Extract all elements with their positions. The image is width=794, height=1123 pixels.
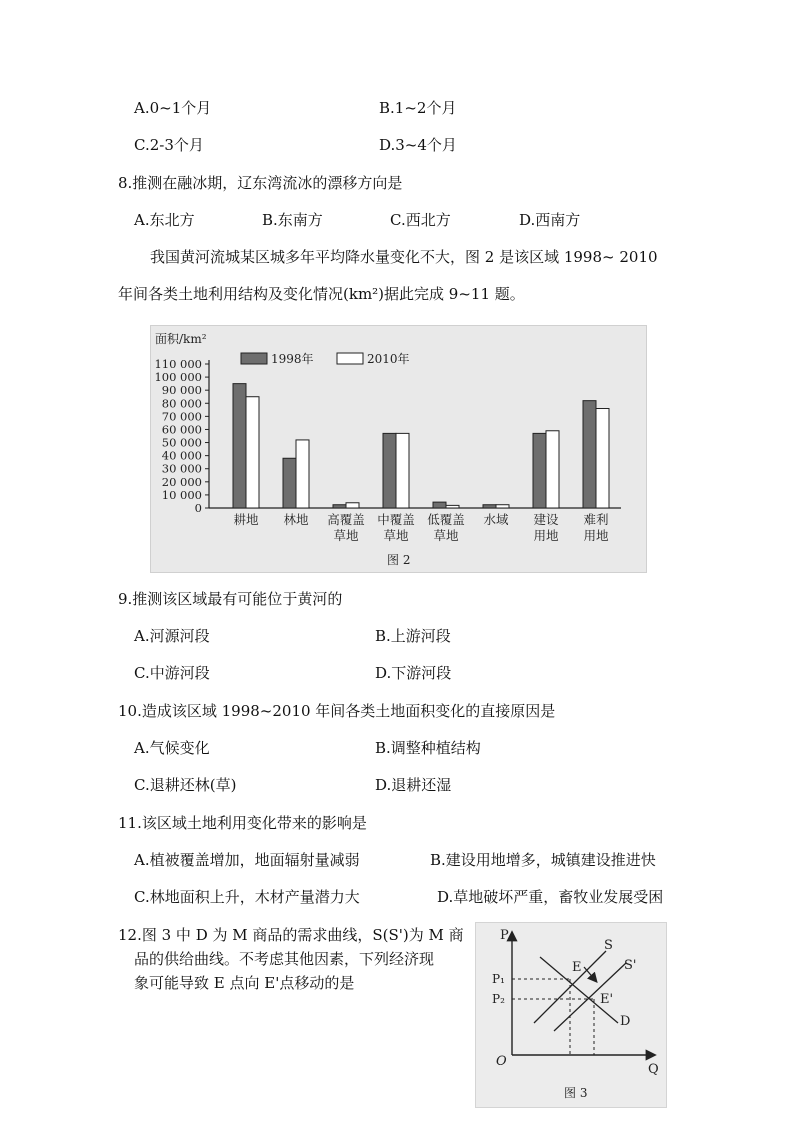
x-category-label: 高覆盖 — [327, 512, 365, 527]
q8-stem: 8.推测在融冰期，辽东湾流冰的漂移方向是 — [118, 174, 403, 192]
bar-1998 — [283, 458, 296, 508]
q7-option-d: D.3~4个月 — [379, 136, 457, 154]
x-category-label: 草地 — [383, 528, 409, 543]
y-tick-label: 20 000 — [161, 474, 202, 489]
bar-2010 — [346, 503, 359, 508]
q12-line-3: 象可能导致 E 点向 E'点移动的是 — [134, 974, 355, 992]
x-category-label: 低覆盖 — [427, 512, 465, 527]
bar-1998 — [583, 401, 596, 508]
x-category-label: 用地 — [583, 528, 609, 543]
bar-2010 — [396, 433, 409, 508]
y-tick-label: 50 000 — [161, 435, 202, 450]
q12-line-2: 品的供给曲线。不考虑其他因素，下列经济现 — [134, 950, 435, 968]
bar-1998 — [383, 433, 396, 508]
q8-option-d: D.西南方 — [519, 211, 581, 229]
y-tick-label: 70 000 — [161, 409, 202, 424]
q7-option-b: B.1~2个月 — [379, 99, 457, 117]
y-tick-label: 110 000 — [154, 357, 202, 371]
q10-option-b: B.调整种植结构 — [375, 739, 481, 757]
x-category-label: 草地 — [333, 528, 359, 543]
x-category-label: 水域 — [483, 512, 509, 527]
x-category-label: 建设 — [533, 512, 559, 527]
bar-2010 — [546, 431, 559, 508]
figure-3 — [475, 922, 667, 1108]
passage-line-1: 我国黄河流城某区城多年平均降水量变化不大，图 2 是该区域 1998~ 2010 — [150, 248, 658, 266]
point-e-label: E — [572, 960, 582, 975]
bar-2010 — [246, 397, 259, 508]
q-axis-label: Q — [648, 1062, 659, 1077]
bar-2010 — [446, 505, 459, 508]
bar-1998 — [333, 505, 346, 508]
q10-option-d: D.退耕还湿 — [375, 776, 452, 794]
d-label: D — [620, 1014, 631, 1029]
passage-line-2: 年间各类土地利用结构及变化情况(km²)据此完成 9~11 题。 — [118, 285, 525, 303]
bar-1998 — [483, 505, 496, 508]
x-category-label: 用地 — [533, 528, 559, 543]
legend-label-2010: 2010年 — [367, 352, 410, 366]
x-category-label: 林地 — [283, 512, 309, 527]
x-category-label: 耕地 — [233, 512, 259, 527]
q8-option-c: C.西北方 — [390, 211, 451, 229]
x-category-label: 难利 — [583, 512, 609, 527]
x-category-label: 中覆盖 — [377, 512, 415, 527]
y-tick-label: 40 000 — [161, 448, 202, 463]
q10-stem: 10.造成该区域 1998~2010 年间各类土地面积变化的直接原因是 — [118, 702, 556, 720]
y-tick-label: 90 000 — [161, 383, 202, 398]
s-label: S — [604, 938, 613, 953]
q10-option-c: C.退耕还林(草) — [134, 776, 237, 794]
figure-2-caption: 图 2 — [387, 553, 411, 567]
bar-2010 — [596, 409, 609, 508]
y-tick-label: 80 000 — [161, 396, 202, 411]
origin-label: O — [496, 1054, 507, 1069]
y-tick-label: 30 000 — [161, 461, 202, 476]
q7-option-c: C.2-3个月 — [134, 136, 204, 154]
y-tick-label: 100 000 — [154, 370, 202, 385]
chart-legend — [241, 351, 410, 366]
q9-option-a: A.河源河段 — [134, 627, 210, 645]
figure-3-caption: 图 3 — [564, 1086, 588, 1100]
q7-option-a: A.0~1个月 — [134, 99, 212, 117]
p-axis-label: P — [500, 928, 509, 943]
legend-swatch-2010 — [337, 353, 363, 364]
figure-2 — [150, 325, 647, 573]
y-axis-label: 面积/km² — [155, 332, 207, 346]
q9-option-c: C.中游河段 — [134, 664, 210, 682]
q11-option-a: A.植被覆盖增加，地面辐射量减弱 — [134, 851, 360, 869]
q8-option-b: B.东南方 — [262, 211, 323, 229]
land-use-bar-chart — [151, 326, 646, 572]
p1-label: P₁ — [492, 972, 505, 986]
legend-swatch-1998 — [241, 353, 267, 364]
q11-stem: 11.该区域土地利用变化带来的影响是 — [118, 814, 367, 832]
q9-stem: 9.推测该区域最有可能位于黄河的 — [118, 590, 343, 608]
q8-option-a: A.东北方 — [134, 211, 195, 229]
bar-1998 — [533, 433, 546, 508]
y-tick-label: 10 000 — [161, 487, 202, 502]
y-tick-label: 60 000 — [161, 422, 202, 437]
q10-option-a: A.气候变化 — [134, 739, 210, 757]
s-prime-label: S' — [624, 958, 637, 973]
q11-option-c: C.林地面积上升，木材产量潜力大 — [134, 888, 360, 906]
shift-arrow — [584, 967, 596, 981]
supply-demand-diagram — [476, 923, 666, 1107]
point-e-prime-label: E' — [600, 992, 614, 1007]
legend-label-1998: 1998年 — [271, 352, 314, 366]
q12-line-1: 12.图 3 中 D 为 M 商品的需求曲线，S(S')为 M 商 — [118, 926, 464, 944]
q9-option-d: D.下游河段 — [375, 664, 452, 682]
bar-1998 — [433, 502, 446, 508]
q11-option-b: B.建设用地增多，城镇建设推进快 — [430, 851, 656, 869]
p2-label: P₂ — [492, 992, 505, 1006]
bar-2010 — [296, 440, 309, 508]
y-tick-label: 0 — [194, 501, 202, 515]
bar-2010 — [496, 505, 509, 508]
x-category-label: 草地 — [433, 528, 459, 543]
q11-option-d: D.草地破坏严重，畜牧业发展受困 — [437, 888, 664, 906]
q9-option-b: B.上游河段 — [375, 627, 451, 645]
bar-1998 — [233, 384, 246, 508]
